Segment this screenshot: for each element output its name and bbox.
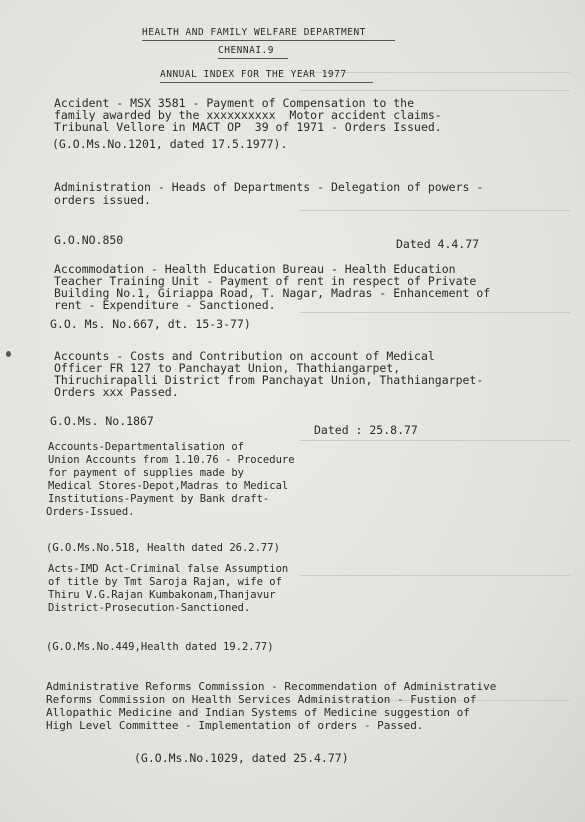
title-underline bbox=[160, 82, 373, 83]
entry-line: of title by Tmt Saroja Rajan, wife of bbox=[48, 576, 282, 588]
order-date: Dated 4.4.77 bbox=[396, 237, 480, 251]
bleed-through-line bbox=[300, 440, 570, 441]
entry-line: Accommodation - Health Education Bureau - Health Education bbox=[54, 262, 456, 276]
entry-line: Orders-Issued. bbox=[46, 506, 135, 518]
entry-line: Accident - MSX 3581 - Payment of Compensation to the bbox=[54, 96, 415, 110]
heading-underline bbox=[142, 40, 395, 41]
entry-line: Thiruchirapalli District from Panchayat Union, Thathiangarpet- bbox=[54, 373, 484, 387]
bleed-through-line bbox=[300, 312, 570, 313]
entry-line: District-Prosecution-Sanctioned. bbox=[48, 602, 251, 614]
entry-line: Orders xxx Passed. bbox=[54, 385, 179, 399]
entry-line: Administrative Reforms Commission - Recommendation of Administrative bbox=[46, 680, 497, 693]
entry-line: family awarded by the xxxxxxxxxx Motor accident claims- bbox=[54, 108, 442, 122]
order-reference: (G.O.Ms.No.449,Health dated 19.2.77) bbox=[46, 641, 274, 653]
order-reference: (G.O.Ms.No.1201, dated 17.5.1977). bbox=[52, 137, 288, 151]
entry-line: Institutions-Payment by Bank draft- bbox=[48, 493, 270, 505]
entry-line: Accounts - Costs and Contribution on account of Medical bbox=[54, 349, 435, 363]
order-reference: (G.O.Ms.No.1029, dated 25.4.77) bbox=[134, 751, 349, 765]
bleed-through-line bbox=[300, 90, 570, 91]
punch-hole bbox=[6, 351, 11, 357]
entry-line: Reforms Commission on Health Services Administration - Fustion of bbox=[46, 693, 477, 706]
entry-line: rent - Expenditure - Sanctioned. bbox=[54, 298, 276, 312]
city-heading: CHENNAI.9 bbox=[218, 45, 274, 56]
entry-line: Tribunal Vellore in MACT OP 39 of 1971 - Orders Issued. bbox=[54, 120, 442, 134]
entry-line: Teacher Training Unit - Payment of rent in respect of Private bbox=[54, 274, 477, 288]
bleed-through-line bbox=[300, 575, 570, 576]
entry-line: Thiru V.G.Rajan Kumbakonam,Thanjavur bbox=[48, 589, 276, 601]
entry-line: orders issued. bbox=[54, 193, 151, 207]
order-reference: G.O.Ms. No.1867 bbox=[50, 414, 154, 428]
entry-line: Building No.1, Giriappa Road, T. Nagar, Madras - Enhancement of bbox=[54, 286, 491, 300]
order-reference: G.O. Ms. No.667, dt. 15-3-77) bbox=[50, 317, 251, 331]
entry-line: Accounts-Departmentalisation of bbox=[48, 441, 244, 453]
order-date: Dated : 25.8.77 bbox=[314, 423, 418, 437]
department-heading: HEALTH AND FAMILY WELFARE DEPARTMENT bbox=[142, 27, 366, 38]
index-title: ANNUAL INDEX FOR THE YEAR 1977 bbox=[160, 69, 347, 80]
entry-line: Union Accounts from 1.10.76 - Procedure bbox=[48, 454, 295, 466]
entry-line: Administration - Heads of Departments - Delegation of powers - bbox=[54, 180, 484, 194]
entry-line: Medical Stores-Depot,Madras to Medical bbox=[48, 480, 289, 492]
city-underline bbox=[218, 58, 288, 59]
bleed-through-line bbox=[300, 210, 570, 211]
order-reference: G.O.NO.850 bbox=[54, 233, 124, 247]
order-reference: (G.O.Ms.No.518, Health dated 26.2.77) bbox=[46, 542, 280, 554]
entry-line: Acts-IMD Act-Criminal false Assumption bbox=[48, 563, 289, 575]
entry-line: High Level Committee - Implementation of orders - Passed. bbox=[46, 719, 424, 732]
entry-line: Allopathic Medicine and Indian Systems of Medicine suggestion of bbox=[46, 706, 470, 719]
entry-line: Officer FR 127 to Panchayat Union, Thathiangarpet, bbox=[54, 361, 401, 375]
entry-line: for payment of supplies made by bbox=[48, 467, 244, 479]
